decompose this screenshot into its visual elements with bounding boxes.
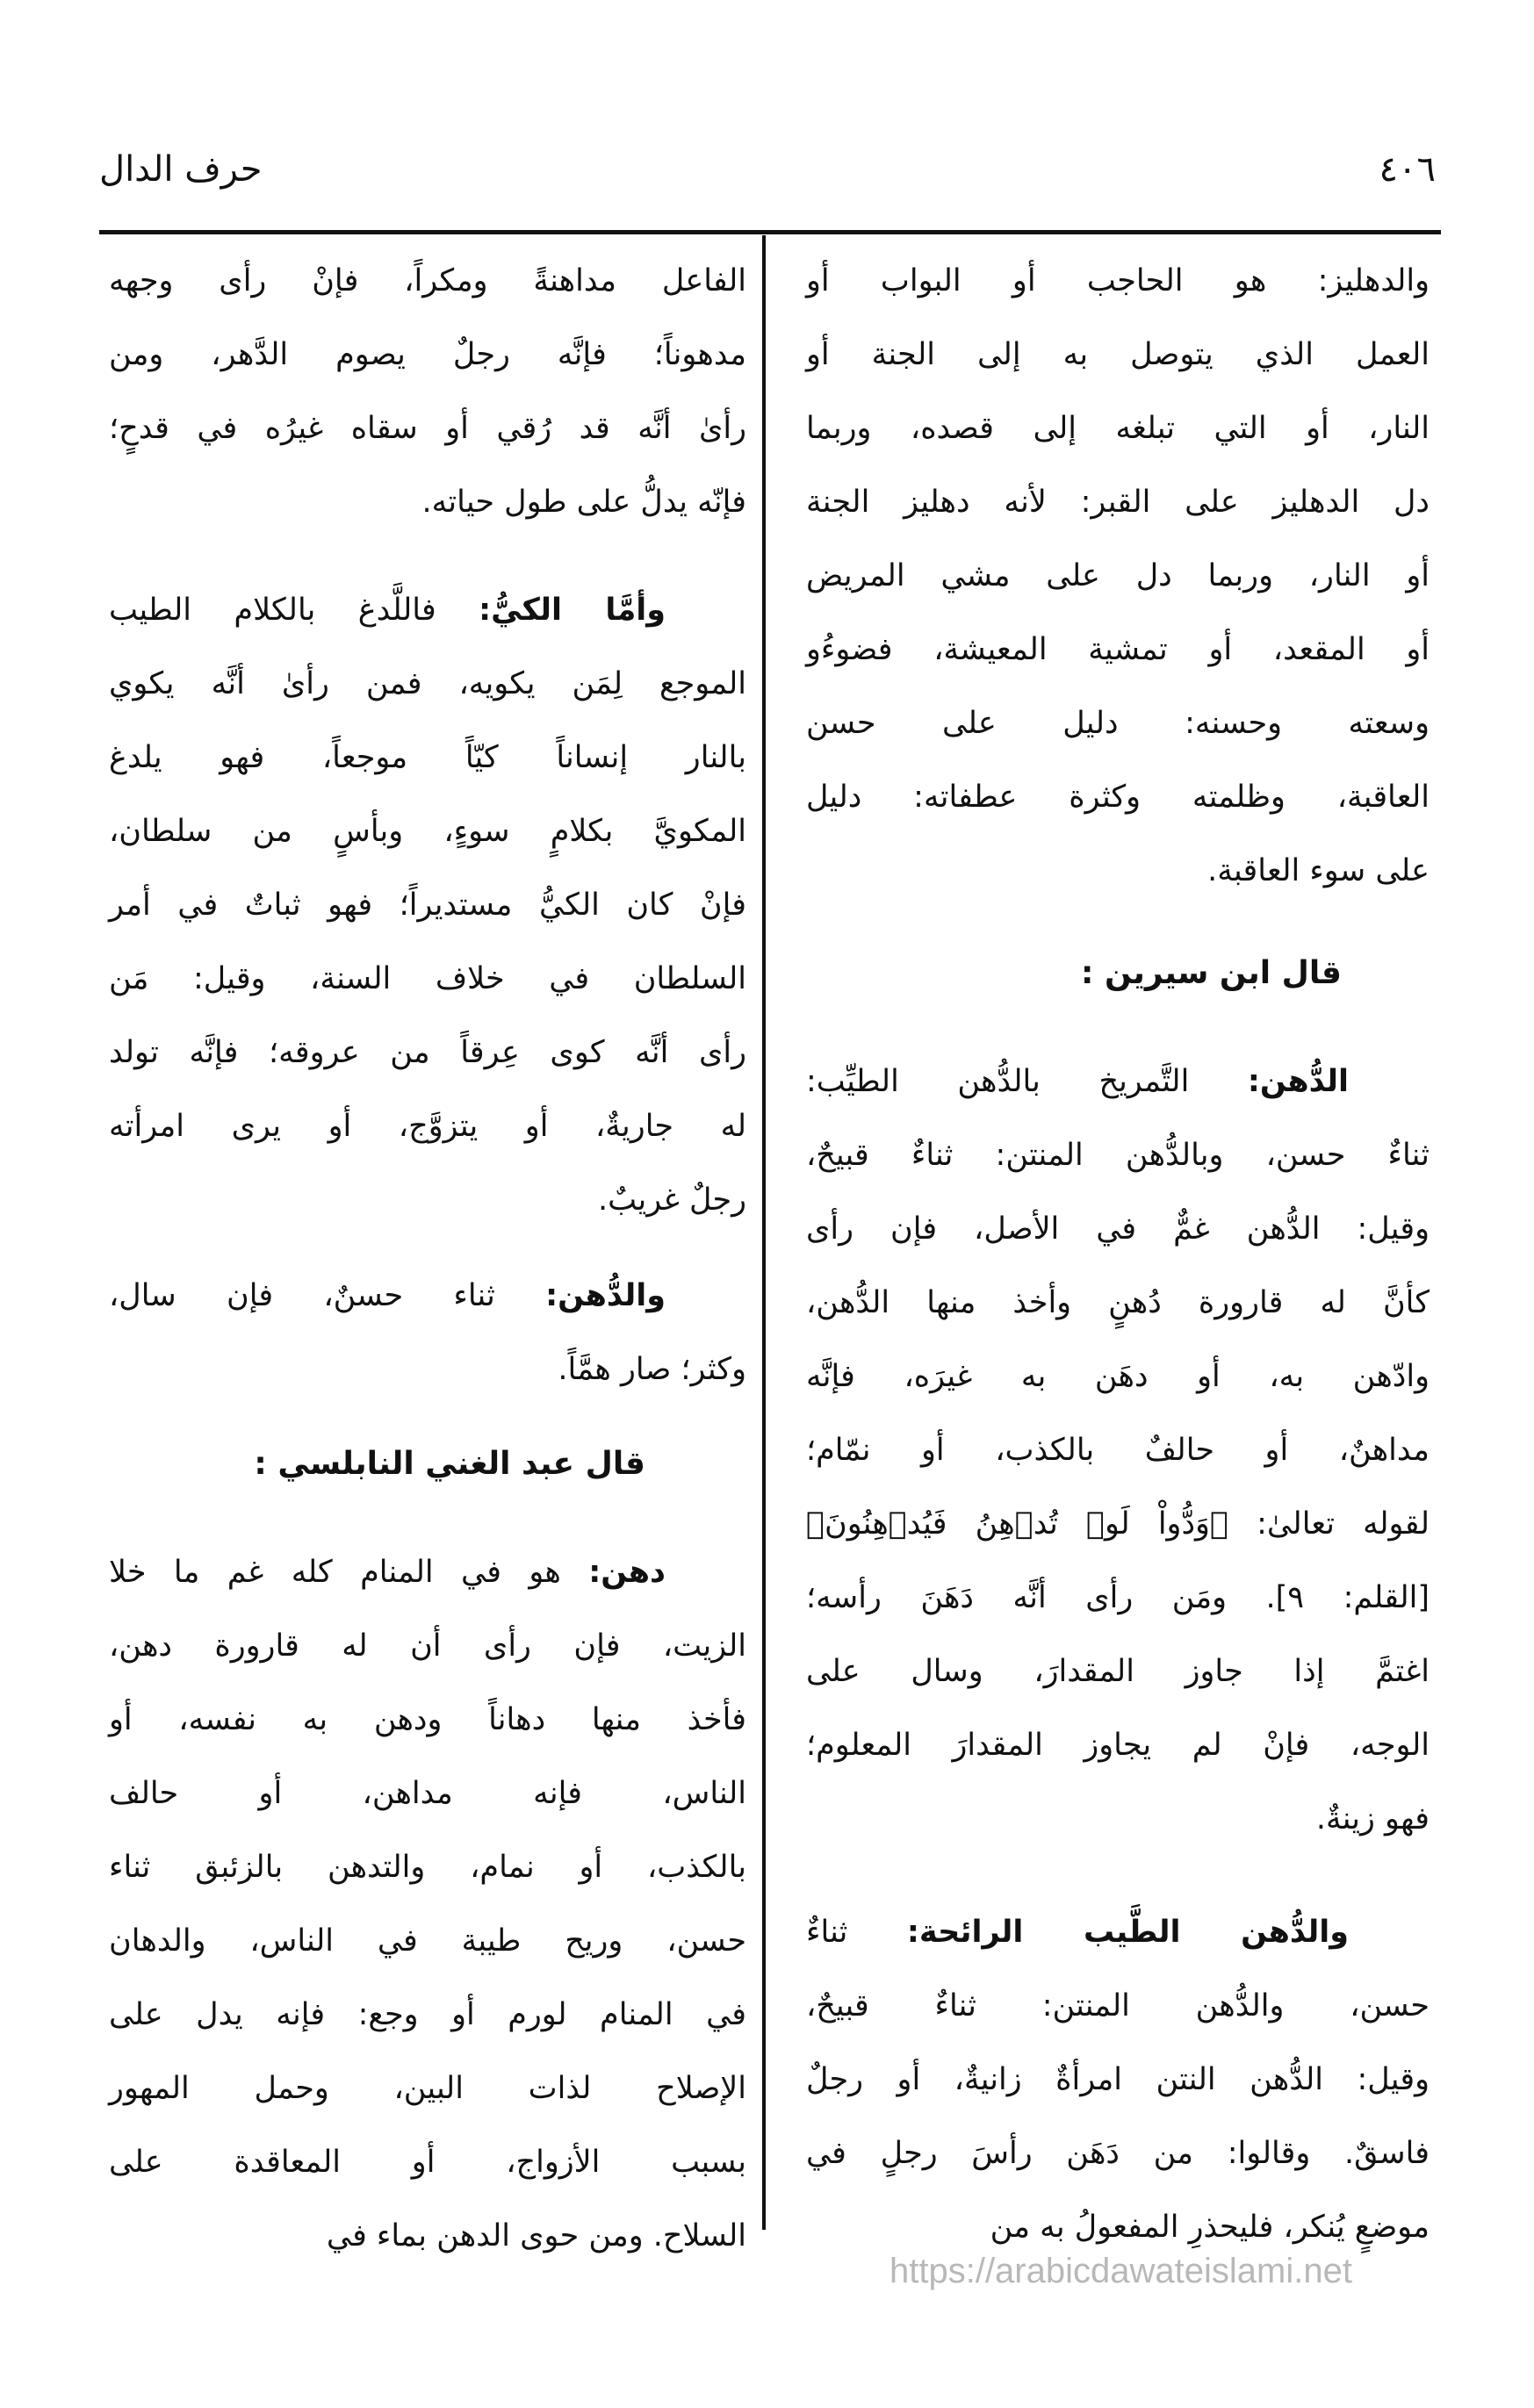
text-line: اغتمَّ إذا جاوز المقدارَ، وسال على xyxy=(806,1654,1430,1689)
text-line: بالنار إنساناً كيّاً موجعاً، فهو يلدغ xyxy=(109,740,746,775)
text-line: وسعته وحسنه: دليل على حسن xyxy=(806,706,1430,741)
text-line: رجلٌ غريبٌ. xyxy=(597,1182,746,1218)
paragraph xyxy=(109,573,746,1237)
text-line: وادّهن به، أو دهَن به غيرَه، فإنَّه xyxy=(806,1359,1430,1394)
lead-term: الدُّهن: xyxy=(1247,1064,1349,1099)
lead-term: والدُّهن: xyxy=(545,1278,666,1313)
paragraph xyxy=(109,1259,746,1406)
text-line: مداهنٌ، أو حالفٌ بالكذب، أو نمّام؛ xyxy=(806,1433,1430,1468)
paragraph xyxy=(109,244,746,539)
text-line: في المنام لورم أو وجع: فإنه يدل على xyxy=(109,1997,746,2032)
page-number: ٤٠٦ xyxy=(1379,149,1436,190)
text-line: والدهليز: هو الحاجب أو البواب أو xyxy=(806,263,1430,298)
section-heading: قال ابن سيرين : xyxy=(1081,955,1342,991)
text-line: على سوء العاقبة. xyxy=(1207,853,1430,888)
watermark: https://arabicdawateislami.net xyxy=(889,2252,1352,2290)
text-line: لقوله تعالىٰ: ﴿وَدُّواْ لَوۡ تُدۡهِنُ فَيُدۡهِنُونَ﴾ xyxy=(806,1506,1430,1542)
text-line xyxy=(109,573,746,647)
text-line: فهو زينةٌ. xyxy=(1315,1801,1430,1837)
text-line: موضعٍ يُنكر، فليحذرِ المفعولُ به من xyxy=(990,2210,1430,2245)
lead-term: والدُّهن الطَّيب الرائحة: xyxy=(906,1915,1349,1950)
paragraph xyxy=(806,244,1430,908)
paragraph xyxy=(806,1895,1430,2264)
text-line xyxy=(806,1045,1430,1118)
text-line: فاسقٌ. وقالوا: من دَهَن رأسَ رجلٍ في xyxy=(806,2136,1430,2171)
text-line: وقيل: الدُّهن غمٌّ في الأصل، فإن رأى xyxy=(806,1211,1430,1247)
line-text: هو في المنام كله غم ما خلا xyxy=(109,1555,589,1590)
text-line: له جاريةٌ، أو يتزوَّج، أو يرى امرأته xyxy=(109,1109,746,1144)
text-line: رأى أنَّه كوى عِرقاً من عروقه؛ فإنَّه تولد xyxy=(109,1035,746,1070)
text-line: الوجه، فإنْ لم يجاوز المقدارَ المعلوم؛ xyxy=(806,1728,1430,1763)
text-line: السلطان في خلاف السنة، وقيل: مَن xyxy=(109,961,746,996)
text-line: فإنْ كان الكيُّ مستديراً؛ فهو ثباتٌ في أمر xyxy=(109,888,746,923)
text-line: حسن، والدُّهن المنتن: ثناءٌ قبيحٌ، xyxy=(806,1988,1430,2023)
line-text: فاللَّدغ بالكلام الطيب xyxy=(109,593,479,628)
line-text: ثناء حسنٌ، فإن سال، xyxy=(109,1278,546,1313)
header-rule xyxy=(99,230,1441,234)
text-line: الزيت، فإن رأى أن له قارورة دهن، xyxy=(109,1628,746,1664)
section-heading: قال عبد الغني النابلسي : xyxy=(254,1446,645,1482)
text-line: مدهوناً؛ فإنَّه رجلٌ يصوم الدَّهر، ومن xyxy=(109,337,746,372)
column-divider xyxy=(762,235,766,2230)
text-line: السلاح. ومن حوى الدهن بماء في xyxy=(326,2218,746,2253)
text-line xyxy=(806,1895,1430,1969)
text-line xyxy=(109,1259,746,1333)
text-line: الناس، فإنه مداهن، أو حالف xyxy=(109,1776,746,1811)
text-line: [القلم: ٩]. ومَن رأى أنَّه دَهَنَ رأسه؛ xyxy=(806,1580,1430,1615)
line-text: ثناءٌ xyxy=(806,1915,907,1950)
text-line: الفاعل مداهنةً ومكراً، فإنْ رأى وجهه xyxy=(109,263,746,298)
text-line: أو المقعد، أو تمشية المعيشة، فضوءُو xyxy=(806,632,1430,667)
text-line: العاقبة، وظلمته وكثرة عطفاته: دليل xyxy=(806,780,1430,815)
line-text: التَّمريخ بالدُّهن الطيِّب: xyxy=(806,1064,1248,1099)
text-line: وقيل: الدُّهن النتن امرأةٌ زانيةٌ، أو رجلٌ xyxy=(806,2062,1430,2097)
text-line: فأخذ منها دهاناً ودهن به نفسه، أو xyxy=(109,1702,746,1737)
text-line: وكثر؛ صار همَّاً. xyxy=(558,1352,746,1387)
text-line: الإصلاح لذات البين، وحمل المهور xyxy=(109,2071,746,2106)
text-line: بالكذب، أو نمام، والتدهن بالزئبق ثناء xyxy=(109,1850,746,1885)
paragraph xyxy=(109,1535,746,2273)
text-line: بسبب الأزواج، أو المعاقدة على xyxy=(109,2145,746,2180)
paragraph xyxy=(806,1045,1430,1856)
text-line: الموجع لِمَن يكويه، فمن رأىٰ أنَّه يكوي xyxy=(109,666,746,701)
text-line: حسن، وريح طيبة في الناس، والدهان xyxy=(109,1923,746,1959)
text-line: كأنَّ له قارورة دُهنٍ وأخذ منها الدُّهن، xyxy=(806,1285,1430,1320)
text-line: فإنّه يدلُّ على طول حياته. xyxy=(421,485,746,520)
running-title: حرف الدال xyxy=(99,149,263,190)
text-line: دل الدهليز على القبر: لأنه دهليز الجنة xyxy=(806,485,1430,520)
text-line: أو النار، وربما دل على مشي المريض xyxy=(806,558,1430,593)
text-line: المكويَّ بكلامٍ سوءٍ، وبأسٍ من سلطان، xyxy=(109,814,746,849)
text-line: النار، أو التي تبلغه إلى قصده، وربما xyxy=(806,411,1430,446)
text-line: ثناءٌ حسن، وبالدُّهن المنتن: ثناءٌ قبيحٌ، xyxy=(806,1138,1430,1173)
lead-term: وأمَّا الكيُّ: xyxy=(479,593,666,628)
text-line xyxy=(109,1535,746,1609)
lead-term: دهن: xyxy=(588,1555,666,1590)
text-line: العمل الذي يتوصل به إلى الجنة أو xyxy=(806,337,1430,372)
text-line: رأىٰ أنَّه قد رُقي أو سقاه غيرُه في قدحٍ؛ xyxy=(109,411,746,446)
